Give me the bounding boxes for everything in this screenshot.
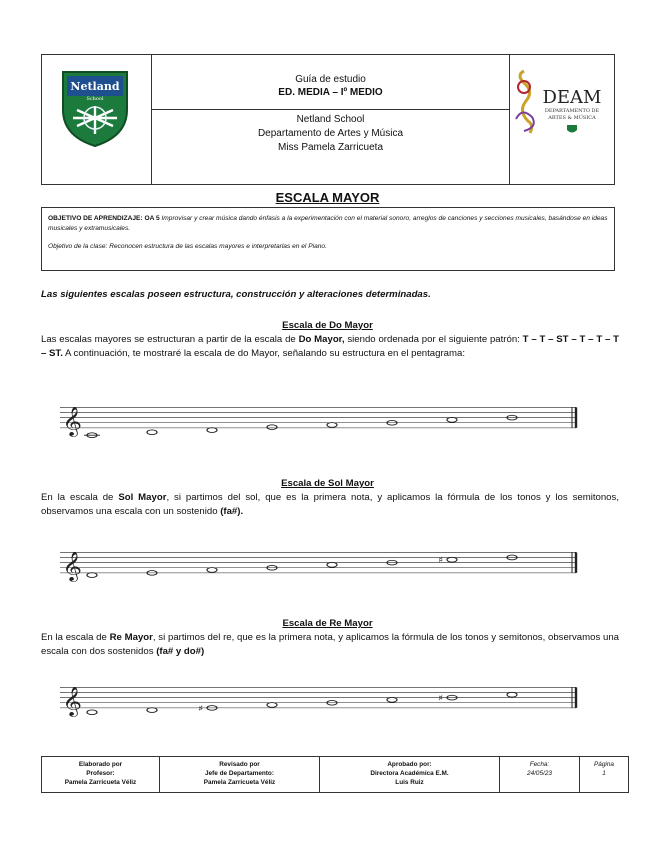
footer-pagina [580,757,628,792]
school-name: Netland School [296,114,365,125]
guide-header [152,55,509,110]
footer-label: Página [594,761,614,768]
objective-label: OBJETIVO DE APRENDIZAJE: OA 5 [48,215,160,222]
teacher-name: Miss Pamela Zarricueta [277,142,384,153]
text-run-bold: Re Mayor [109,632,153,643]
sharp-icon: ♯ [438,555,444,566]
svg-text:ARTES & MÚSICA: ARTES & MÚSICA [548,115,596,121]
footer-name: Luis Ruiz [395,779,424,786]
svg-text:School: School [86,96,104,102]
text-run: Las escalas mayores se estructuran a partir de la escala de [41,334,299,345]
guide-label: Guía de estudio [295,74,366,85]
treble-clef-icon: 𝄞 [62,406,83,437]
department-name: Departamento de Artes y Música [257,128,404,139]
svg-text:DEAM: DEAM [542,87,602,108]
footer-table [41,756,629,793]
footer-label: Revisado por [219,761,260,768]
footer-fecha [500,757,580,792]
accidentals-text: (fa# y do#) [156,646,205,657]
section-text-do [41,333,619,361]
svg-text:Netland: Netland [70,80,120,93]
footer-name: Pamela Zarricueta Véliz [64,779,137,786]
section-text-sol [41,491,619,519]
netland-logo-cell [42,55,152,184]
section-text-re [41,631,619,659]
footer-role: Jefe de Departamento: [205,770,274,777]
intro-text: Las siguientes escalas poseen estructura, construcción y alteraciones determinadas. [41,289,431,300]
staff-re-mayor [60,680,584,724]
deam-logo-cell [509,55,615,184]
footer-page-number: 1 [602,770,606,777]
footer-revisado [160,757,320,792]
netland-shield-icon [59,66,131,148]
deam-logo-icon [512,67,612,151]
footer-date: 24/05/23 [527,770,552,777]
class-objective: Objetivo de la clase: Reconocen estructura de las escalas mayores e interpretarlas en el Piano. [48,243,327,250]
notes [87,692,517,714]
footer-name: Pamela Zarricueta Véliz [203,779,276,786]
footer-aprobado [320,757,500,792]
footer-role: Profesor: [86,770,115,777]
footer-label: Elaborado por [78,761,123,768]
objective-box [41,207,615,271]
section-title-re: Escala de Re Mayor [282,618,373,629]
footer-label: Fecha: [529,761,550,768]
pattern-text: T – T – ST – T – T – T – ST. [41,334,619,359]
level-label: ED. MEDIA – Iº MEDIO [278,87,383,98]
treble-clef-icon: 𝄞 [62,551,83,582]
notes [84,415,517,437]
objective-text: Improvisar y crear música dando énfasis a la experimentación con el material sonoro, arreglos de canciones y secciones musicales, basándose en ideas musicales y extramusicales. [48,215,608,232]
text-run: En la escala de [41,632,110,643]
footer-elaborado [42,757,160,792]
school-info [152,111,509,184]
accidentals-text: (fa#). [220,506,244,517]
text-run: , si partimos del re, que es la primera nota, y aplicamos la fórmula de los tonos y semitonos, observamos una escala con dos sostenidos [41,632,620,657]
notes [87,555,517,577]
treble-clef-icon: 𝄞 [62,686,83,717]
sharp-icon: ♯ [198,704,204,714]
text-run: A continuación, te mostraré la escala de do Mayor, señalando su estructura en el pentagrama: [62,348,465,359]
text-run: En la escala de [41,492,119,503]
text-run: , si partimos del sol, que es la primera nota, y aplicamos la fórmula de los tonos y los semitonos, observamos una escala con un sostenido [41,492,619,517]
text-run: siendo ordenada por el siguiente patrón: [344,334,523,345]
svg-text:DEPARTAMENTO DE: DEPARTAMENTO DE [544,108,600,114]
footer-label: Aprobado por: [387,761,432,768]
section-title-sol: Escala de Sol Mayor [281,478,374,489]
section-title-do: Escala de Do Mayor [282,320,373,331]
header-table [41,54,615,185]
text-run-bold: Do Mayor, [298,334,345,345]
page-title: ESCALA MAYOR [275,190,380,205]
staff-sol-mayor [60,545,584,589]
staff-do-mayor [60,400,584,444]
sharp-icon: ♯ [438,693,444,704]
text-run-bold: Sol Mayor [118,492,167,503]
footer-role: Directora Académica E.M. [370,770,449,777]
